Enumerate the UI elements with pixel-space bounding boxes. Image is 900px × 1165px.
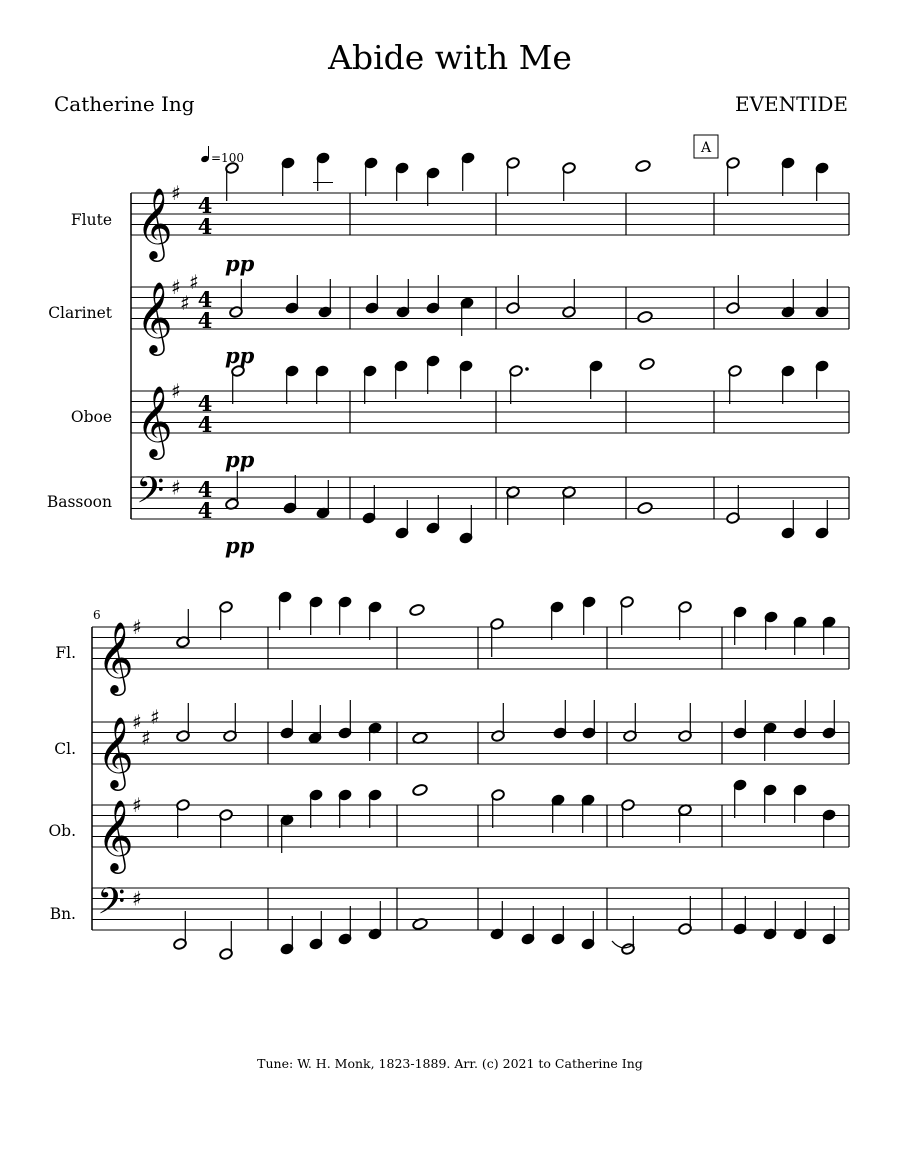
note-head	[763, 784, 777, 823]
note-head	[490, 901, 504, 940]
dynamic-bassoon: pp	[225, 533, 255, 558]
time-signature-numerator: 4	[197, 391, 213, 416]
note-head	[509, 365, 529, 404]
note-head	[280, 700, 294, 739]
sharp-icon: ♯	[132, 793, 142, 817]
note-head	[553, 700, 567, 739]
note-head	[363, 365, 377, 404]
note-head	[338, 906, 352, 945]
note-head	[793, 901, 807, 940]
treble-clef-icon: 𝄞	[97, 798, 134, 871]
note-head	[781, 365, 795, 404]
footer-credit: Tune: W. H. Monk, 1823-1889. Arr. (c) 2021 to Catherine Ing	[257, 1056, 643, 1071]
sharp-icon: ♯	[180, 290, 190, 315]
note-head	[219, 809, 233, 848]
note-head	[308, 705, 322, 744]
note-head	[316, 152, 330, 191]
note-head	[623, 703, 637, 742]
note-head	[176, 609, 190, 648]
note-head	[621, 916, 635, 955]
note-head	[639, 357, 655, 370]
note-head	[733, 606, 747, 645]
treble-clef-icon: 𝄞	[136, 384, 173, 457]
sharp-icon: ♯	[150, 704, 160, 729]
dynamic-clarinet: pp	[225, 343, 255, 368]
note-head	[368, 789, 382, 828]
note-head	[781, 279, 795, 318]
note-head	[678, 703, 692, 742]
note-head	[229, 279, 243, 318]
note-head	[781, 157, 795, 196]
note-head	[581, 794, 595, 833]
sharp-icon: ♯	[189, 269, 199, 294]
tempo-text: =100	[211, 151, 244, 165]
note-head	[223, 703, 237, 742]
note-head	[426, 167, 440, 206]
note-head	[581, 911, 595, 950]
dynamic-flute: pp	[225, 251, 255, 276]
note-head	[459, 505, 473, 544]
note-head	[793, 784, 807, 823]
note-head	[822, 809, 836, 848]
note-head	[550, 601, 564, 640]
score-title: Abide with Me	[328, 38, 572, 77]
time-signature-numerator: 4	[197, 287, 213, 312]
note-head	[316, 480, 330, 519]
note-head	[815, 162, 829, 201]
note-head	[338, 700, 352, 739]
note-head	[506, 157, 520, 196]
sharp-icon: ♯	[132, 615, 142, 639]
time-signatures	[198, 193, 213, 523]
note-head	[620, 596, 634, 635]
treble-clef-icon: 𝄞	[97, 620, 134, 693]
note-head	[582, 596, 596, 635]
time-signature-denominator: 4	[197, 214, 213, 239]
note-head	[278, 591, 292, 630]
note-head	[781, 500, 795, 539]
note-head	[562, 162, 576, 201]
note-head	[309, 911, 323, 950]
note-head	[461, 152, 475, 191]
note-head	[589, 360, 603, 399]
time-signature-denominator: 4	[197, 308, 213, 333]
note-head	[506, 275, 520, 314]
sharp-icon: ♯	[132, 710, 142, 734]
treble-clef-icon: 𝄞	[136, 186, 173, 259]
svg-text:A: A	[700, 140, 712, 156]
instrument-abbrev-bassoon: Bn.	[49, 905, 76, 923]
note-head	[309, 596, 323, 635]
note-head	[733, 896, 747, 935]
instrument-label-clarinet: Clarinet	[48, 304, 112, 322]
note-head	[733, 700, 747, 739]
note-head	[637, 310, 653, 323]
note-head	[551, 794, 565, 833]
note-head	[459, 360, 473, 399]
note-head	[364, 157, 378, 196]
measure-number: 6	[93, 608, 101, 622]
note-head	[763, 722, 777, 761]
instrument-label-bassoon: Bassoon	[46, 493, 112, 511]
note-head	[315, 365, 329, 404]
note-head	[815, 500, 829, 539]
note-head	[822, 616, 836, 655]
note-head	[635, 159, 651, 172]
treble-clef-icon: 𝄞	[97, 715, 134, 788]
note-head	[637, 501, 653, 514]
rehearsal-mark	[694, 135, 718, 158]
note-head	[521, 906, 535, 945]
instrument-abbrev-clarinet: Cl.	[54, 740, 76, 758]
note-head	[176, 799, 190, 838]
note-head	[231, 365, 245, 404]
note-head	[176, 703, 190, 742]
note-head	[396, 279, 410, 318]
note-head	[764, 611, 778, 650]
note-head	[460, 297, 474, 336]
note-head	[225, 162, 239, 201]
note-head	[281, 157, 295, 196]
tempo-marking	[200, 146, 244, 165]
treble-clef-icon: 𝄞	[136, 280, 173, 353]
note-head	[678, 601, 692, 640]
sharp-icon: ♯	[171, 475, 181, 500]
time-signature-numerator: 4	[197, 193, 213, 218]
composer-name: Catherine Ing	[54, 92, 195, 116]
note-head	[728, 365, 742, 404]
note-head	[395, 162, 409, 201]
note-head	[426, 275, 440, 314]
note-head	[491, 703, 505, 742]
tune-name: EVENTIDE	[734, 92, 848, 116]
note-head	[726, 157, 740, 196]
sharp-icon: ♯	[132, 886, 142, 911]
note-head	[763, 901, 777, 940]
bass-clef-icon: 𝄢	[97, 880, 126, 932]
sharp-icon: ♯	[171, 379, 181, 403]
instrument-abbrev-oboe: Ob.	[48, 822, 76, 840]
note-head	[793, 700, 807, 739]
notes	[173, 152, 836, 961]
note-head	[621, 799, 635, 838]
time-signature-numerator: 4	[197, 477, 213, 502]
note-head	[412, 783, 428, 796]
note-head	[283, 475, 297, 514]
note-head	[318, 279, 332, 318]
note-head	[173, 911, 187, 950]
note-head	[822, 906, 836, 945]
time-signature-denominator: 4	[197, 498, 213, 523]
note-head	[426, 355, 440, 394]
note-head	[365, 275, 379, 314]
instrument-abbrev-flute: Fl.	[55, 644, 76, 662]
note-head	[491, 789, 505, 828]
note-head	[368, 901, 382, 940]
time-signature-denominator: 4	[197, 412, 213, 437]
note-head	[726, 275, 740, 314]
note-head	[793, 616, 807, 655]
note-head	[409, 603, 425, 616]
note-head	[822, 700, 836, 739]
note-head	[815, 279, 829, 318]
note-head	[362, 485, 376, 524]
note-head	[394, 360, 408, 399]
note-head	[368, 601, 382, 640]
note-head	[338, 789, 352, 828]
note-head	[395, 500, 409, 539]
note-head	[219, 601, 233, 640]
sharp-icon: ♯	[171, 181, 181, 205]
bass-clef-icon: 𝄢	[136, 469, 165, 521]
note-head	[368, 722, 382, 761]
sharp-icon: ♯	[171, 275, 181, 299]
note-head	[338, 596, 352, 635]
note-head	[733, 779, 747, 818]
note-head	[815, 360, 829, 399]
instrument-label-oboe: Oboe	[70, 408, 112, 426]
note-head	[280, 916, 294, 955]
note-head	[726, 485, 740, 524]
note-head	[678, 896, 692, 935]
note-head	[426, 495, 440, 534]
note-head	[219, 921, 233, 960]
note-head	[562, 279, 576, 318]
note-head	[309, 789, 323, 828]
note-head	[678, 804, 692, 843]
note-head	[285, 275, 299, 314]
instrument-label-flute: Flute	[70, 211, 112, 229]
sharp-icon: ♯	[141, 725, 151, 750]
note-head	[285, 365, 299, 404]
note-head	[582, 700, 596, 739]
dynamic-oboe: pp	[225, 447, 255, 472]
note-head	[551, 906, 565, 945]
